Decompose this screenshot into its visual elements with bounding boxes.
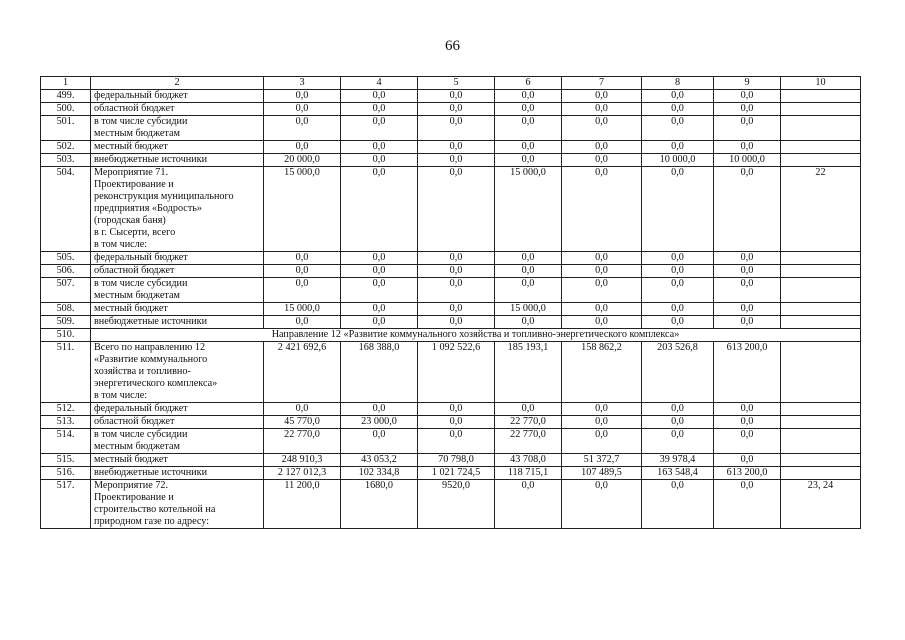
value-cell: 203 526,8	[642, 342, 714, 403]
value-cell: 0,0	[495, 252, 562, 265]
value-cell: 2 127 012,3	[264, 467, 341, 480]
value-cell: 0,0	[341, 429, 418, 454]
value-cell: 102 334,8	[341, 467, 418, 480]
value-cell: 0,0	[562, 316, 642, 329]
value-cell: 0,0	[418, 116, 495, 141]
value-cell: 0,0	[264, 252, 341, 265]
table-body	[41, 90, 861, 529]
value-cell: 0,0	[714, 416, 781, 429]
value-cell: 0,0	[264, 103, 341, 116]
value-cell: 0,0	[418, 303, 495, 316]
value-cell: 0,0	[642, 141, 714, 154]
row-name: федеральный бюджет	[91, 90, 264, 103]
column-header: 1	[41, 77, 91, 90]
value-cell: 0,0	[495, 154, 562, 167]
value-cell: 0,0	[642, 90, 714, 103]
column-header: 10	[781, 77, 861, 90]
value-cell: 0,0	[714, 141, 781, 154]
value-cell: 0,0	[418, 167, 495, 252]
value-cell: 0,0	[714, 116, 781, 141]
value-cell: 0,0	[418, 429, 495, 454]
value-cell: 0,0	[642, 403, 714, 416]
value-cell: 163 548,4	[642, 467, 714, 480]
row-number: 517.	[41, 480, 91, 529]
value-cell: 0,0	[562, 116, 642, 141]
table-row	[41, 342, 861, 403]
section-row	[41, 329, 861, 342]
value-cell: 22 770,0	[264, 429, 341, 454]
value-cell: 0,0	[714, 316, 781, 329]
note-cell	[781, 90, 861, 103]
value-cell: 0,0	[418, 416, 495, 429]
value-cell: 0,0	[642, 278, 714, 303]
value-cell: 9520,0	[418, 480, 495, 529]
value-cell: 70 798,0	[418, 454, 495, 467]
note-cell	[781, 416, 861, 429]
value-cell: 0,0	[714, 454, 781, 467]
note-cell	[781, 454, 861, 467]
value-cell: 0,0	[341, 103, 418, 116]
value-cell: 0,0	[562, 278, 642, 303]
note-cell: 22	[781, 167, 861, 252]
value-cell: 0,0	[495, 278, 562, 303]
value-cell: 0,0	[642, 480, 714, 529]
value-cell: 10 000,0	[642, 154, 714, 167]
value-cell: 0,0	[264, 403, 341, 416]
value-cell: 0,0	[341, 141, 418, 154]
value-cell: 0,0	[341, 265, 418, 278]
value-cell: 0,0	[562, 303, 642, 316]
row-number: 499.	[41, 90, 91, 103]
budget-table	[40, 76, 861, 529]
value-cell: 0,0	[418, 154, 495, 167]
table-row	[41, 303, 861, 316]
note-cell	[781, 278, 861, 303]
row-number: 502.	[41, 141, 91, 154]
row-number: 516.	[41, 467, 91, 480]
value-cell: 0,0	[562, 429, 642, 454]
value-cell: 0,0	[714, 278, 781, 303]
row-name: Мероприятие 71. Проектирование и реконструкция муниципального предприятия «Бодрость» (городская баня) в г. Сысерти, всего в том числе:	[91, 167, 264, 252]
value-cell: 0,0	[642, 167, 714, 252]
value-cell: 0,0	[418, 103, 495, 116]
value-cell: 39 978,4	[642, 454, 714, 467]
row-number: 506.	[41, 265, 91, 278]
value-cell: 0,0	[714, 429, 781, 454]
row-name: федеральный бюджет	[91, 252, 264, 265]
row-number: 507.	[41, 278, 91, 303]
value-cell: 0,0	[341, 90, 418, 103]
value-cell: 185 193,1	[495, 342, 562, 403]
row-number: 501.	[41, 116, 91, 141]
value-cell: 0,0	[562, 252, 642, 265]
table-row	[41, 403, 861, 416]
column-header: 5	[418, 77, 495, 90]
value-cell: 0,0	[495, 316, 562, 329]
value-cell: 0,0	[495, 480, 562, 529]
value-cell: 0,0	[418, 316, 495, 329]
row-name: Мероприятие 72. Проектирование и строительство котельной на природном газе по адресу:	[91, 480, 264, 529]
value-cell: 0,0	[562, 141, 642, 154]
value-cell: 0,0	[642, 416, 714, 429]
value-cell: 0,0	[714, 403, 781, 416]
row-name: областной бюджет	[91, 416, 264, 429]
note-cell	[781, 342, 861, 403]
row-name: внебюджетные источники	[91, 154, 264, 167]
table-row	[41, 103, 861, 116]
note-cell	[781, 429, 861, 454]
value-cell: 0,0	[642, 116, 714, 141]
value-cell: 22 770,0	[495, 416, 562, 429]
value-cell: 0,0	[264, 116, 341, 141]
table-row	[41, 454, 861, 467]
table-row	[41, 278, 861, 303]
value-cell: 248 910,3	[264, 454, 341, 467]
row-number: 510.	[41, 329, 91, 342]
column-header: 7	[562, 77, 642, 90]
row-name: в том числе субсидии местным бюджетам	[91, 429, 264, 454]
value-cell: 1 021 724,5	[418, 467, 495, 480]
value-cell: 1680,0	[341, 480, 418, 529]
row-name: внебюджетные источники	[91, 316, 264, 329]
table-row	[41, 467, 861, 480]
value-cell: 43 053,2	[341, 454, 418, 467]
value-cell: 15 000,0	[495, 167, 562, 252]
header-row	[41, 77, 861, 90]
value-cell: 0,0	[418, 403, 495, 416]
value-cell: 15 000,0	[495, 303, 562, 316]
value-cell: 0,0	[495, 103, 562, 116]
note-cell	[781, 403, 861, 416]
value-cell: 0,0	[562, 480, 642, 529]
value-cell: 158 862,2	[562, 342, 642, 403]
note-cell	[781, 467, 861, 480]
section-title: Направление 12 «Развитие коммунального хозяйства и топливно-энергетического комплекса»	[91, 329, 861, 342]
value-cell: 0,0	[642, 303, 714, 316]
table-row	[41, 154, 861, 167]
row-number: 505.	[41, 252, 91, 265]
table-row	[41, 265, 861, 278]
value-cell: 0,0	[341, 278, 418, 303]
value-cell: 0,0	[341, 252, 418, 265]
note-cell	[781, 103, 861, 116]
value-cell: 613 200,0	[714, 342, 781, 403]
row-name: областной бюджет	[91, 265, 264, 278]
value-cell: 0,0	[562, 90, 642, 103]
value-cell: 0,0	[341, 116, 418, 141]
value-cell: 0,0	[714, 167, 781, 252]
note-cell	[781, 141, 861, 154]
value-cell: 0,0	[562, 103, 642, 116]
value-cell: 51 372,7	[562, 454, 642, 467]
value-cell: 0,0	[495, 403, 562, 416]
value-cell: 107 489,5	[562, 467, 642, 480]
row-name: в том числе субсидии местным бюджетам	[91, 278, 264, 303]
row-number: 512.	[41, 403, 91, 416]
value-cell: 43 708,0	[495, 454, 562, 467]
row-number: 500.	[41, 103, 91, 116]
value-cell: 0,0	[642, 252, 714, 265]
value-cell: 0,0	[495, 116, 562, 141]
row-name: федеральный бюджет	[91, 403, 264, 416]
value-cell: 0,0	[562, 154, 642, 167]
value-cell: 0,0	[264, 316, 341, 329]
note-cell	[781, 154, 861, 167]
table-row	[41, 167, 861, 252]
row-number: 504.	[41, 167, 91, 252]
value-cell: 613 200,0	[714, 467, 781, 480]
value-cell: 118 715,1	[495, 467, 562, 480]
value-cell: 1 092 522,6	[418, 342, 495, 403]
value-cell: 0,0	[264, 141, 341, 154]
value-cell: 20 000,0	[264, 154, 341, 167]
value-cell: 0,0	[418, 141, 495, 154]
value-cell: 0,0	[341, 403, 418, 416]
note-cell	[781, 252, 861, 265]
value-cell: 0,0	[495, 90, 562, 103]
value-cell: 0,0	[714, 103, 781, 116]
table-row	[41, 116, 861, 141]
value-cell: 22 770,0	[495, 429, 562, 454]
column-header: 9	[714, 77, 781, 90]
value-cell: 0,0	[562, 416, 642, 429]
value-cell: 11 200,0	[264, 480, 341, 529]
note-cell	[781, 116, 861, 141]
value-cell: 0,0	[714, 90, 781, 103]
page-number: 66	[445, 38, 460, 54]
table-row	[41, 316, 861, 329]
note-cell	[781, 265, 861, 278]
value-cell: 0,0	[418, 278, 495, 303]
row-name: Всего по направлению 12 «Развитие коммунального хозяйства и топливно- энергетического комплекса» в том числе:	[91, 342, 264, 403]
value-cell: 0,0	[562, 167, 642, 252]
value-cell: 0,0	[714, 252, 781, 265]
row-number: 509.	[41, 316, 91, 329]
value-cell: 0,0	[642, 429, 714, 454]
value-cell: 2 421 692,6	[264, 342, 341, 403]
value-cell: 0,0	[562, 265, 642, 278]
value-cell: 0,0	[495, 265, 562, 278]
value-cell: 0,0	[562, 403, 642, 416]
row-number: 513.	[41, 416, 91, 429]
value-cell: 0,0	[495, 141, 562, 154]
row-number: 514.	[41, 429, 91, 454]
row-number: 508.	[41, 303, 91, 316]
value-cell: 0,0	[642, 265, 714, 278]
row-number: 503.	[41, 154, 91, 167]
table-row	[41, 416, 861, 429]
note-cell	[781, 316, 861, 329]
column-header: 6	[495, 77, 562, 90]
table-row	[41, 90, 861, 103]
value-cell: 0,0	[341, 167, 418, 252]
value-cell: 168 388,0	[341, 342, 418, 403]
note-cell	[781, 303, 861, 316]
value-cell: 0,0	[418, 252, 495, 265]
value-cell: 15 000,0	[264, 303, 341, 316]
value-cell: 0,0	[341, 303, 418, 316]
value-cell: 0,0	[642, 103, 714, 116]
column-header: 3	[264, 77, 341, 90]
value-cell: 0,0	[714, 480, 781, 529]
row-name: областной бюджет	[91, 103, 264, 116]
value-cell: 15 000,0	[264, 167, 341, 252]
row-number: 511.	[41, 342, 91, 403]
table-row	[41, 252, 861, 265]
note-cell: 23, 24	[781, 480, 861, 529]
column-header: 4	[341, 77, 418, 90]
value-cell: 0,0	[264, 278, 341, 303]
table-row	[41, 480, 861, 529]
row-name: в том числе субсидии местным бюджетам	[91, 116, 264, 141]
table-row	[41, 141, 861, 154]
value-cell: 0,0	[418, 265, 495, 278]
value-cell: 0,0	[714, 265, 781, 278]
value-cell: 0,0	[418, 90, 495, 103]
value-cell: 0,0	[264, 90, 341, 103]
value-cell: 0,0	[341, 316, 418, 329]
column-header: 8	[642, 77, 714, 90]
column-header: 2	[91, 77, 264, 90]
value-cell: 0,0	[341, 154, 418, 167]
value-cell: 0,0	[714, 303, 781, 316]
row-name: местный бюджет	[91, 454, 264, 467]
row-name: местный бюджет	[91, 303, 264, 316]
row-name: внебюджетные источники	[91, 467, 264, 480]
value-cell: 10 000,0	[714, 154, 781, 167]
row-name: местный бюджет	[91, 141, 264, 154]
value-cell: 23 000,0	[341, 416, 418, 429]
value-cell: 45 770,0	[264, 416, 341, 429]
table-row	[41, 429, 861, 454]
row-number: 515.	[41, 454, 91, 467]
value-cell: 0,0	[642, 316, 714, 329]
value-cell: 0,0	[264, 265, 341, 278]
